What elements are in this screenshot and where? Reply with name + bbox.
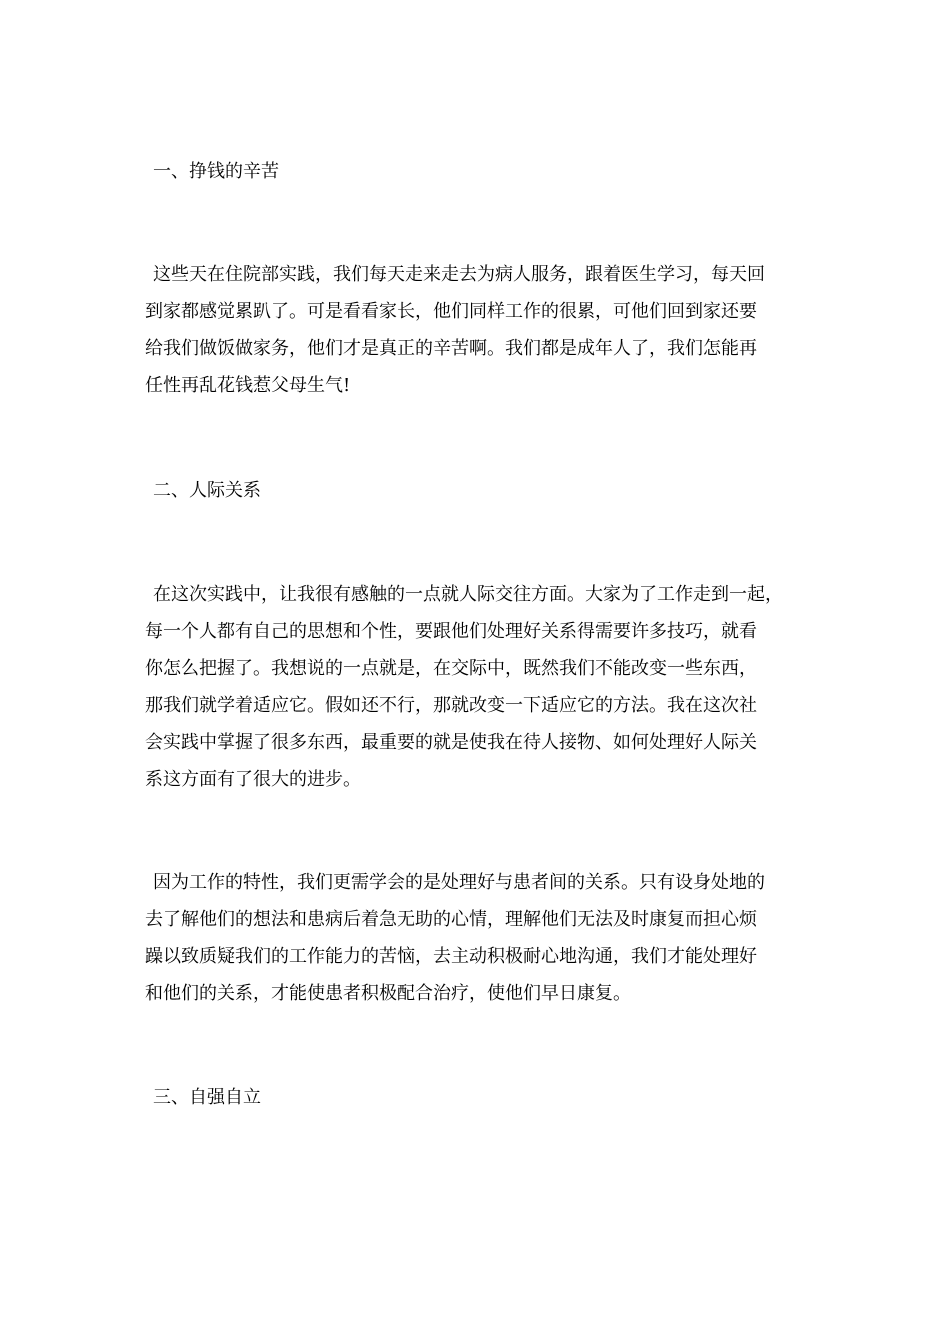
section-heading-1: 一、挣钱的辛苦 <box>153 161 279 182</box>
paragraph-line: 在这次实践中，让我很有感触的一点就人际交往方面。大家为了工作走到一起， <box>153 584 783 605</box>
paragraph-line: 那我们就学着适应它。假如还不行，那就改变一下适应它的方法。我在这次社 <box>145 695 757 716</box>
paragraph-line: 因为工作的特性，我们更需学会的是处理好与患者间的关系。只有设身处地的 <box>153 872 765 893</box>
paragraph-earning-hardship <box>145 256 835 404</box>
section-heading-3: 三、自强自立 <box>153 1087 261 1108</box>
paragraph-line: 和他们的关系，才能使患者积极配合治疗，使他们早日康复。 <box>145 983 631 1004</box>
paragraph-line: 去了解他们的想法和患病后着急无助的心情，理解他们无法及时康复而担心烦 <box>145 909 757 930</box>
paragraph-line: 躁以致质疑我们的工作能力的苦恼，去主动积极耐心地沟通，我们才能处理好 <box>145 946 757 967</box>
paragraph-line: 每一个人都有自己的思想和个性，要跟他们处理好关系得需要许多技巧，就看 <box>145 621 757 642</box>
paragraph-line: 这些天在住院部实践，我们每天走来走去为病人服务，跟着医生学习，每天回 <box>153 264 765 285</box>
paragraph-line: 你怎么把握了。我想说的一点就是，在交际中，既然我们不能改变一些东西， <box>145 658 757 679</box>
paragraph-line: 给我们做饭做家务，他们才是真正的辛苦啊。我们都是成年人了，我们怎能再 <box>145 338 757 359</box>
paragraph-line: 到家都感觉累趴了。可是看看家长，他们同样工作的很累，可他们回到家还要 <box>145 301 757 322</box>
section-heading-2: 二、人际关系 <box>153 480 261 501</box>
paragraph-interpersonal <box>145 576 835 798</box>
paragraph-line: 任性再乱花钱惹父母生气! <box>145 375 351 396</box>
paragraph-line: 会实践中掌握了很多东西，最重要的就是使我在待人接物、如何处理好人际关 <box>145 732 757 753</box>
paragraph-line: 系这方面有了很大的进步。 <box>145 769 361 790</box>
paragraph-patient-relations <box>145 864 835 1012</box>
